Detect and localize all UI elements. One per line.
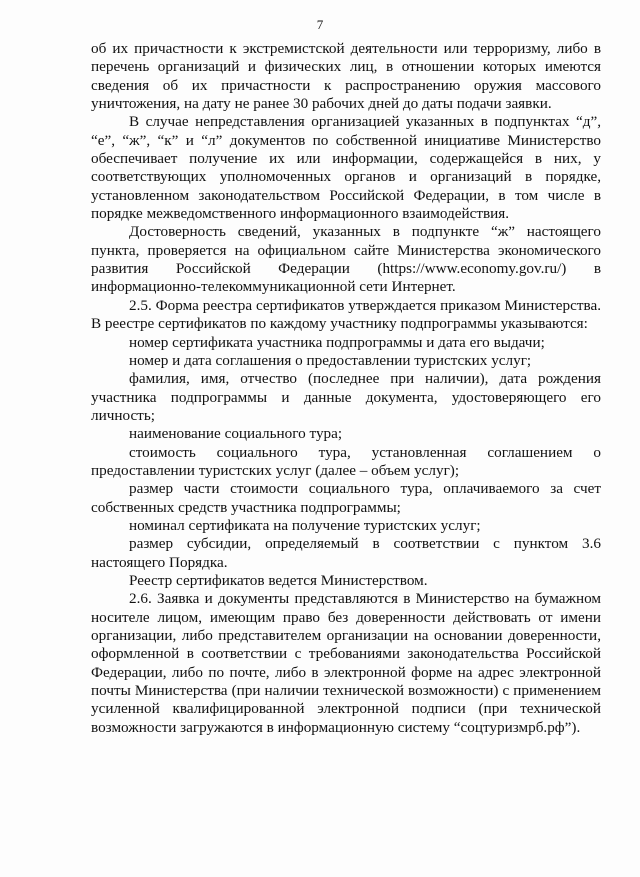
- list-item-tour-name: наименование социального тура;: [129, 425, 343, 443]
- list-item-tour-cost: стоимость социального тура, установленная соглашением о предоставлении туристских услуг (далее – объем услуг);: [91, 443, 601, 479]
- paragraph-4: 2.5. Форма реестра сертификатов утверждается приказом Министерства. В реестре сертификатов по каждому участнику подпрограммы указываются:: [91, 296, 601, 333]
- paragraph-1: об их причастности к экстремистской деятельности или терроризму, либо в перечень организаций и физических лиц, в отношении которых имеются сведения об их причастности к распространению оружия массового уничтожения, на дату не ранее 30 рабочих дней до даты подачи заявки.: [91, 40, 601, 113]
- page-number: 7: [316, 17, 324, 32]
- list-item-own-funds: размер части стоимости социального тура, оплачиваемого за счет собственных средств участника подпрограммы;: [91, 480, 601, 516]
- list-item-subsidy-size: размер субсидии, определяемый в соответствии с пунктом 3.6 настоящего Порядка.: [91, 535, 601, 571]
- list-item-certificate-nominal: номинал сертификата на получение туристских услуг;: [129, 516, 481, 534]
- paragraph-2: В случае непредставления организацией указанных в подпунктах “д”, “е”, “ж”, “к” и “л” документов по собственной инициативе Министерство обеспечивает получение их или информации, содержащейся в них, у соответствующих уполномоченных органов и организаций в порядке, установленном законодательством Российской Федерации, в том числе в порядке межведомственного информационного взаимодействия.: [91, 113, 601, 223]
- paragraph-registry: Реестр сертификатов ведется Министерством.: [129, 571, 428, 589]
- document-body: [91, 40, 601, 737]
- paragraph-3: Достоверность сведений, указанных в подпункте “ж” настоящего пункта, проверяется на официальном сайте Министерства экономического развития Российской Федерации (https://www.economy.gov.ru/) в информационно-телекоммуникационной сети Интернет.: [91, 223, 601, 296]
- list-item-certificate-number: номер сертификата участника подпрограммы и дата его выдачи;: [129, 333, 545, 351]
- list-item-participant-name: фамилия, имя, отчество (последнее при наличии), дата рождения участника подпрограммы и данные документа, удостоверяющего его личность;: [91, 370, 601, 424]
- list-item-agreement: номер и дата соглашения о предоставлении туристских услуг;: [129, 351, 532, 369]
- paragraph-2-6: 2.6. Заявка и документы представляются в Министерство на бумажном носителе лицом, имеющим право без доверенности действовать от имени организации, либо представителем организации на основании доверенности, оформленной в соответствии с требованиями законодательства Российской Федерации, либо по почте, либо в электронной форме на адрес электронной почты Министерства (при наличии технической возможности) с применением усиленной квалифицированной электронной подписи (при технической возможности загружаются в информационную систему “соцтуризмрб.рф”).: [91, 590, 601, 736]
